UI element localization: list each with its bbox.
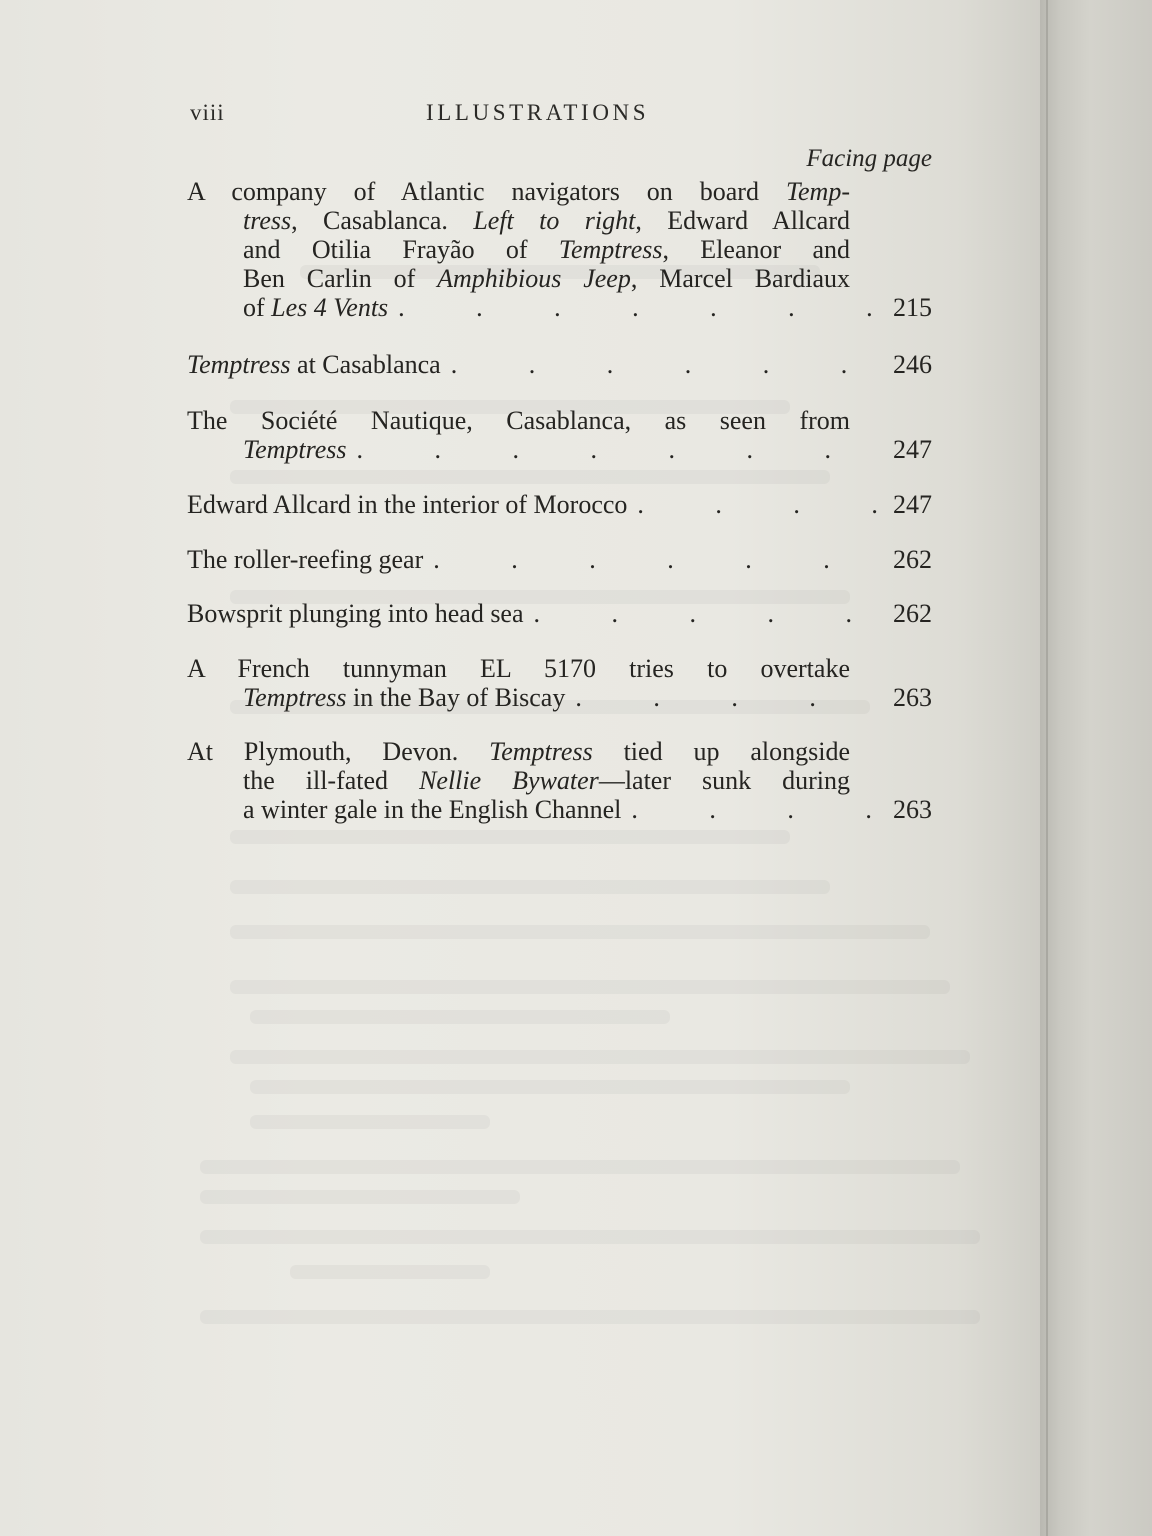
entry-caption-line: The Société Nautique, Casablanca, as seen from — [187, 406, 850, 435]
entry-caption-last-line — [243, 795, 932, 824]
illustration-entry — [187, 406, 932, 464]
illustration-entry — [187, 177, 932, 322]
entry-caption-text: Temptress at Casablanca — [187, 350, 441, 379]
entry-caption-line: At Plymouth, Devon. Temptress tied up alongside — [187, 737, 851, 766]
illustration-entry — [187, 599, 932, 628]
page-header — [190, 100, 930, 132]
dot-leader — [627, 490, 880, 519]
entry-caption-last-line — [187, 490, 932, 519]
dot-leader — [347, 435, 880, 464]
facing-page-number: 262 — [893, 599, 932, 628]
entry-caption-last-line — [243, 683, 932, 712]
entry-caption-line: tress, Casablanca. Left to right, Edward Allcard — [243, 206, 850, 235]
dot-leader — [621, 795, 880, 824]
entry-caption-text: of Les 4 Vents — [243, 293, 389, 322]
facing-page-number: 263 — [893, 795, 932, 824]
entry-caption-line: Ben Carlin of Amphibious Jeep, Marcel Bardiaux — [243, 264, 850, 293]
entry-caption-text: The roller-reefing gear — [187, 545, 424, 574]
illustration-entry — [187, 737, 932, 824]
entry-caption-last-line — [187, 545, 932, 574]
entry-caption-line: the ill-fated Nellie Bywater—later sunk during — [243, 766, 850, 795]
entry-caption-text: Temptress — [243, 435, 347, 464]
illustration-entry — [187, 545, 932, 574]
entry-caption-text: Bowsprit plunging into head sea — [187, 599, 524, 628]
facing-page-number: 263 — [893, 683, 932, 712]
facing-page-number: 262 — [893, 545, 932, 574]
facing-page-number: 247 — [893, 435, 932, 464]
entry-caption-text: Temptress in the Bay of Biscay — [243, 683, 566, 712]
illustration-entry — [187, 490, 932, 519]
entry-caption-line: A company of Atlantic navigators on board Temp- — [187, 177, 850, 206]
dot-leader — [441, 350, 880, 379]
page-number-folio: viii — [190, 100, 225, 125]
dot-leader — [388, 293, 880, 322]
entry-caption-last-line — [243, 435, 932, 464]
page-edge — [1040, 0, 1152, 1536]
dot-leader — [423, 545, 880, 574]
entry-caption-last-line — [187, 350, 932, 379]
facing-page-number: 215 — [893, 293, 932, 322]
entry-caption-line: and Otilia Frayão of Temptress, Eleanor and — [243, 235, 851, 264]
entry-caption-last-line — [187, 599, 932, 628]
entry-caption-text: a winter gale in the English Channel — [243, 795, 622, 824]
entry-caption-text: Edward Allcard in the interior of Morocco — [187, 490, 628, 519]
entry-caption-last-line — [243, 293, 932, 322]
facing-page-heading: Facing page — [806, 145, 932, 172]
facing-page-number: 246 — [893, 350, 932, 379]
entry-caption-line: A French tunnyman EL 5170 tries to overtake — [187, 654, 850, 683]
illustration-entry — [187, 654, 932, 712]
page-edge-line — [1046, 0, 1048, 1536]
dot-leader — [565, 683, 880, 712]
dot-leader — [524, 599, 880, 628]
facing-page-number: 247 — [893, 490, 932, 519]
running-head: ILLUSTRATIONS — [426, 100, 650, 125]
illustration-entry — [187, 350, 932, 379]
